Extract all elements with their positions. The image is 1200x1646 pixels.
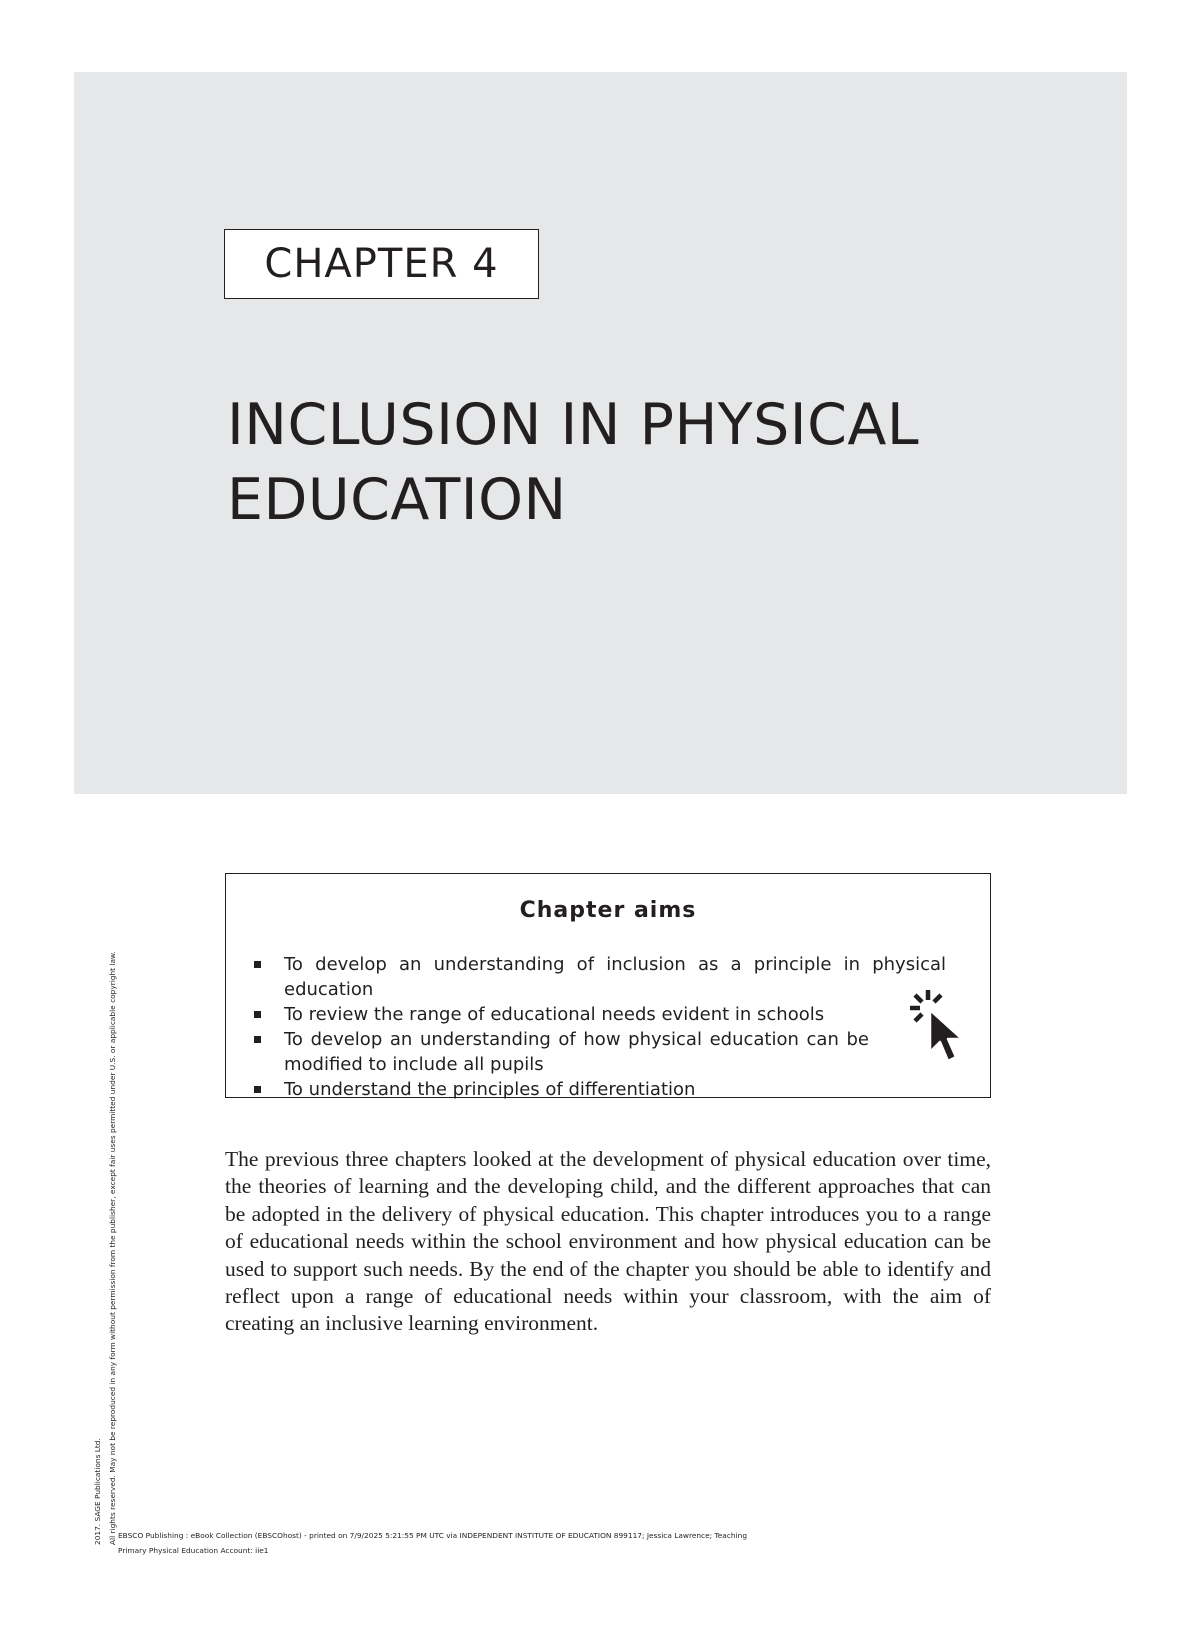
footer-line-1: EBSCO Publishing : eBook Collection (EBSCOhost) - printed on 7/9/2025 5:21:55 PM UTC via INDEPENDENT INSTITUTE OF EDUCATION 899117; Jessica Lawrence; Teaching [118,1531,748,1540]
copyright-line-1: 2017. SAGE Publications Ltd. [93,1438,102,1545]
chapter-number-label: CHAPTER 4 [224,229,539,299]
aim-item [254,1002,946,1027]
bullet-icon [254,1011,261,1018]
bullet-icon [254,1086,261,1093]
aim-item [254,1077,946,1102]
aim-item-text: To review the range of educational needs evident in schools [284,1004,825,1025]
bullet-icon [254,1036,261,1043]
bullet-icon [254,961,261,968]
chapter-title-line-2: EDUCATION [227,467,567,533]
copyright-line-2: All rights reserved. May not be reproduced in any form without permission from the publisher, except fair uses permitted under U.S. or applicable copyright law. [108,951,117,1545]
footer-line-2: Primary Physical Education Account: iie1 [118,1546,269,1555]
click-cursor-icon [906,986,976,1066]
intro-paragraph: The previous three chapters looked at the development of physical education over time, the theories of learning and the developing child, and the different approaches that can be adopted in the delivery of physical education. This chapter introduces you to a range of educational needs within the school environment and how physical education can be used to support such needs. By the end of the chapter you should be able to identify and reflect upon a range of educational needs within your classroom, with the aim of creating an inclusive learning environment. [225,1147,991,1336]
aim-item-text: To understand the principles of differentiation [284,1079,696,1100]
copyright-side-notice [90,485,126,1545]
chapter-title [227,388,1107,538]
chapter-aims-list [254,952,946,1102]
chapter-aims-box [225,873,991,1098]
aim-item-text: To develop an understanding of how physical education can be modified to include all pupils [284,1029,869,1075]
print-footer-notice [118,1528,1118,1558]
aim-item [254,1027,869,1077]
aim-item [254,952,946,1002]
aim-item-text: To develop an understanding of inclusion as a principle in physical education [284,954,946,1000]
chapter-title-line-1: INCLUSION IN PHYSICAL [227,392,920,458]
chapter-aims-heading: Chapter aims [519,898,697,923]
